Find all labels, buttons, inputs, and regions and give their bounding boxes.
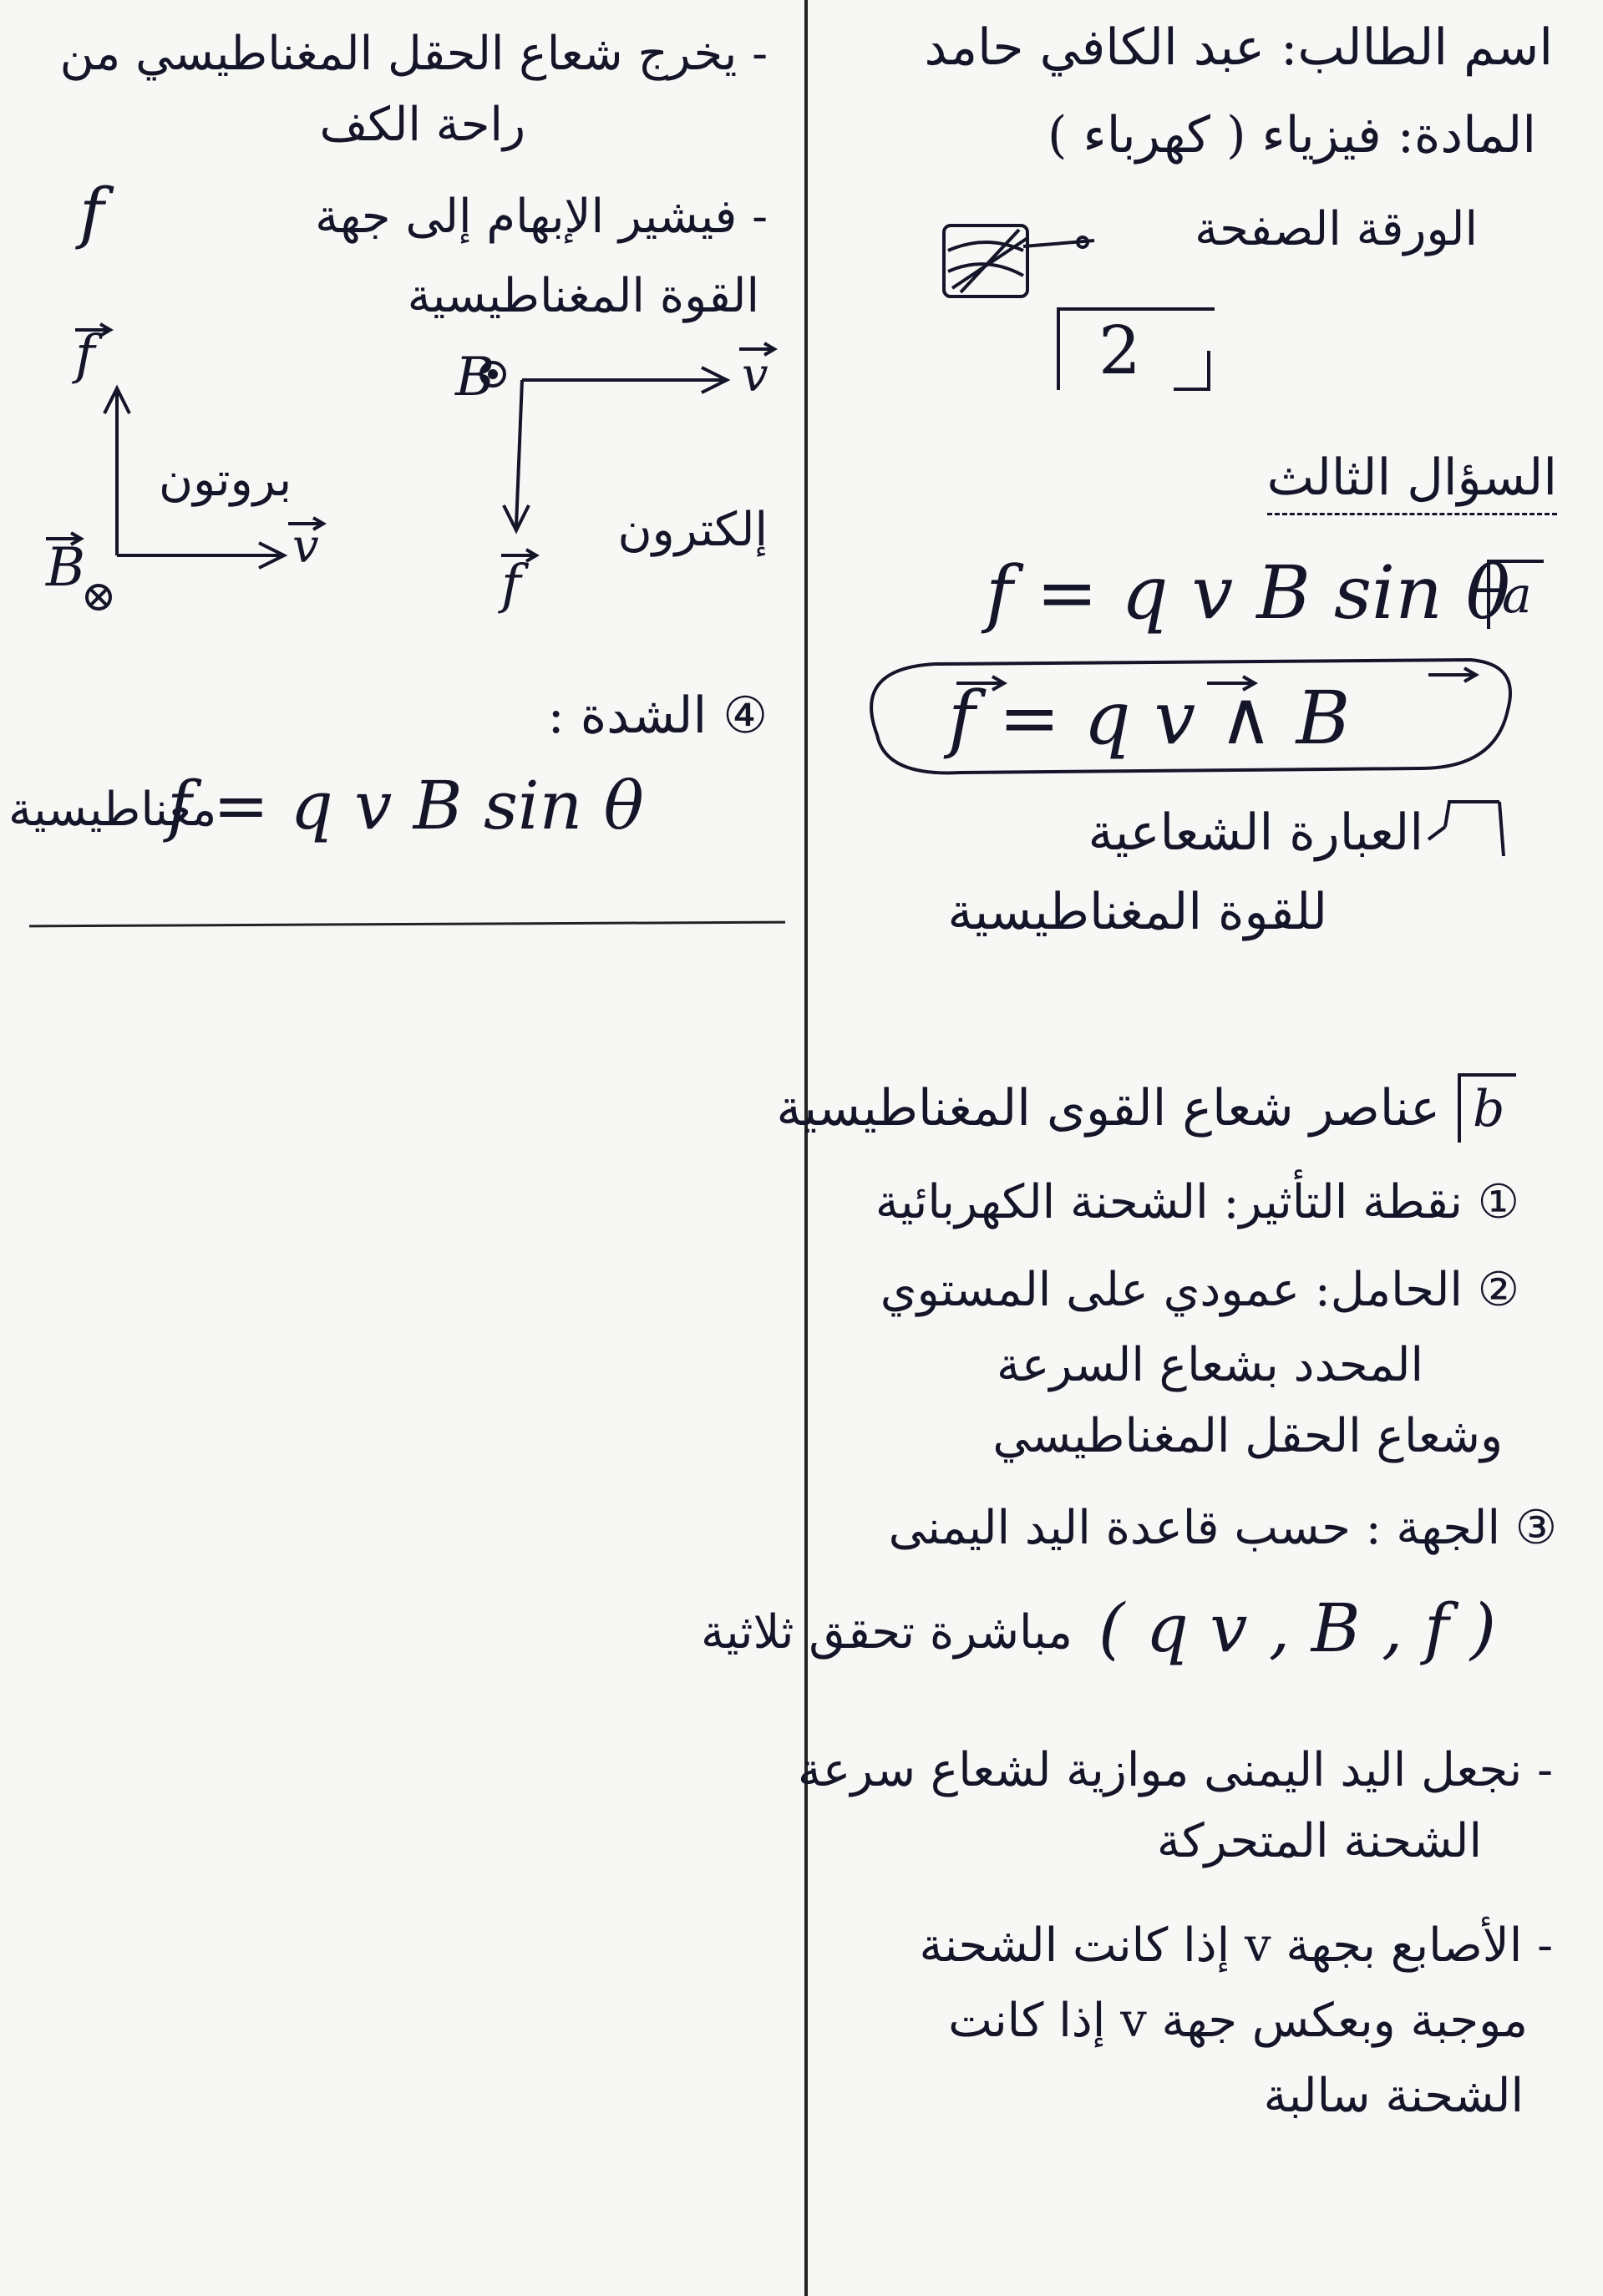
electron-f-label: f <box>501 554 521 616</box>
part-a-formula: f = q v B sin θ <box>986 550 1510 636</box>
electron-b-label: B <box>455 347 495 408</box>
proton-b-label: B <box>46 537 86 599</box>
proton-v-label: v <box>292 520 319 574</box>
item-1: ① نقطة التأثير: الشحنة الكهربائية <box>875 1175 1519 1229</box>
electron-label: إلكترون <box>617 503 768 557</box>
electron-v-label: v <box>742 348 769 403</box>
arrow-note-line2: للقوة المغناطيسية <box>947 883 1327 941</box>
section4-formula: f = q v B sin θ <box>167 767 644 844</box>
item-3: ③ الجهة : حسب قاعدة اليد اليمنى <box>888 1501 1557 1555</box>
subject-line: المادة: فيزياء ( كهرباء ) <box>1048 106 1536 165</box>
section4-label: ④ الشدة : <box>547 687 768 745</box>
page-label: الورقة الصفحة <box>1195 202 1478 256</box>
item-2-line3: وشعاع الحقل المغناطيسي <box>992 1409 1503 1463</box>
left-line4: القوة المغناطيسية <box>407 269 759 323</box>
fingers-line3: الشحنة سالبة <box>1263 2069 1524 2123</box>
proton-label: بروتون <box>159 453 292 507</box>
left-line3-symbol: f <box>79 174 104 251</box>
student-name: اسم الطالب: عبد الكافي حامد <box>924 18 1553 77</box>
left-line1: - يخرج شعاع الحقل المغناطيسي من <box>59 27 768 81</box>
section4-suffix: مغناطيسية <box>8 783 217 837</box>
part-b-title: عناصر شعاع القوى المغناطيسية <box>776 1079 1440 1138</box>
page-number: 2 <box>1098 312 1141 389</box>
part-b-label: b <box>1458 1073 1516 1143</box>
proton-f-label: f <box>75 324 95 386</box>
vector-formula: f = q v ∧ B <box>948 675 1351 761</box>
hand-line1: - نجعل اليد اليمنى موازية لشعاع سرعة <box>797 1743 1553 1797</box>
triad-prefix: مباشرة تحقق ثلاثية <box>701 1605 1073 1660</box>
question-title: السؤال الثالث <box>1267 447 1557 515</box>
triad-formula: ( q v , B , f ) <box>1098 1589 1497 1667</box>
left-line3: - فيشير الإبهام إلى جهة <box>315 190 768 244</box>
item-2-line1: ② الحامل: عمودي على المستوي <box>880 1263 1519 1317</box>
fingers-line1: - الأصابع بجهة v إذا كانت الشحنة <box>919 1918 1553 1973</box>
arrow-note-line1: العبارة الشعاعية <box>1088 803 1423 862</box>
part-a-label: a <box>1487 560 1544 629</box>
left-line2: راحة الكف <box>319 98 525 152</box>
fingers-line2: موجبة وبعكس جهة v إذا كانت <box>948 1994 1528 2048</box>
hand-line2: الشحنة المتحركة <box>1156 1814 1482 1868</box>
item-2-line2: المحدد بشعاع السرعة <box>996 1338 1423 1392</box>
